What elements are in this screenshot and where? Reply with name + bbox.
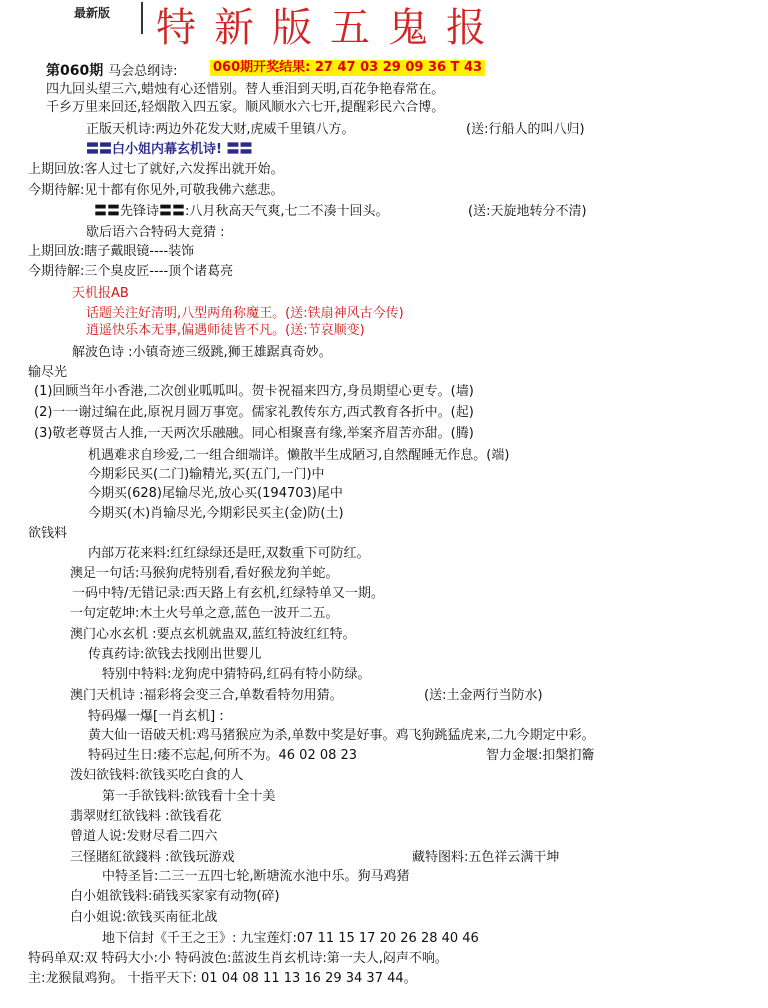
text-line: 藏特图料:五色祥云满干坤	[412, 850, 560, 865]
text-line: 澳门天机诗 :福彩将会变三合,单数看特勿用猜。	[70, 688, 343, 703]
header-divider	[141, 2, 143, 34]
text-line: 正版天机诗:两边外花发大财,虎威千里镇八方。	[86, 122, 355, 137]
text-line: (送:天旋地转分不清)	[468, 204, 587, 219]
text-line: 一码中特/无错记录:西天路上有玄机,红绿特单又一期。	[72, 586, 384, 601]
text-line: 内部万花来料:红红绿绿还是旺,双数重下可防红。	[88, 546, 370, 561]
issue-number	[46, 60, 178, 80]
text-line: 特码单双:双 特码大小:小 特码波色:蓝波生肖玄机诗:第一夫人,闷声不响。	[28, 951, 448, 966]
section-heading: 天机报AB	[72, 286, 129, 301]
text-line: 地下信封《千王之王》: 九宝莲灯:07 11 15 17 20 26 28 40 46	[102, 931, 479, 946]
text-line: 白小姐说:欲钱买南征北战	[70, 910, 218, 925]
text-line: 〓〓先锋诗〓〓:八月秋高天气爽,七二不凑十回头。	[94, 204, 389, 219]
page-title: 特新版五鬼报	[156, 5, 504, 51]
text-line: 逍遥快乐本无事,偏遇师徒皆不凡。(送:节哀顺变)	[86, 323, 365, 338]
text-line: (送:行船人的叫八归)	[466, 122, 585, 137]
text-line: 今期彩民买(二门)输精光,买(五门,一门)中	[88, 467, 325, 482]
text-line: 今期待解:三个臭皮匠----顶个诸葛亮	[28, 264, 234, 279]
text-line: 一句定乾坤:木土火号单之意,蓝色一波开二五。	[70, 606, 339, 621]
section-heading: 〓〓白小姐内幕玄机诗! 〓〓	[86, 142, 253, 157]
text-line: 泼妇欲钱料:欲钱买吃白食的人	[70, 768, 244, 783]
text-line: 传真药诗:欲钱去找刚出世婴儿	[88, 647, 262, 662]
text-line: 今期待解:见十都有你见外,可敬我佛六慈悲。	[28, 183, 284, 198]
text-line: 机遇难求自珍爱,二一组合细端详。懒散半生成陋习,自然醒睡无作息。(端)	[88, 448, 510, 463]
text-line: 曾道人说:发财尽看二四六	[70, 829, 218, 844]
text-line: 中特圣旨:二三一五四七轮,断塘流水池中乐。狗马鸡猪	[102, 869, 410, 884]
section-heading: 特码爆一爆[一肖玄机] :	[88, 709, 224, 724]
text-line: 今期买(木)肖输尽光,今期彩民买主(金)防(土)	[88, 506, 344, 521]
text-line: 话题关注好清明,八型两角称魔王。(送:铁扇神风古今传)	[86, 306, 404, 321]
text-line: (送:土金两行当防水)	[424, 688, 543, 703]
subtitle: 马会总纲诗:	[108, 64, 178, 79]
text-line: 澳足一句话:马猴狗虎特别看,看好猴龙狗羊蛇。	[70, 566, 339, 581]
text-line: 翡翠财红欲钱料 :欲钱看花	[70, 809, 222, 824]
text-line: 上期回放:客人过七了就好,六发挥出就开始。	[28, 162, 284, 177]
text-line: 主:龙猴鼠鸡狗。 十指平天下: 01 04 08 11 13 16 29 34 37 44。	[28, 971, 417, 986]
draw-result: 060期开奖结果: 27 47 03 29 09 36 T 43	[210, 60, 485, 76]
text-line: 四九回头望三六,蜡烛有心还惜别。替人垂泪到天明,百花争艳春常在。	[46, 82, 445, 97]
text-line: (2)一一谢过编在此,原祝月圆万事宽。儒家礼教传东方,西式教育各折中。(起)	[34, 405, 474, 420]
text-line: 三怪賭紅欲錢料 :欲钱玩游戏	[70, 850, 235, 865]
section-heading: 歇后语六合特码大竟猜 :	[86, 225, 225, 240]
text-line: 千乡万里来回还,轻烟散入四五家。顺风顺水六七开,提醒彩民六合博。	[46, 100, 445, 115]
section-heading: 欲钱料	[28, 526, 68, 541]
issue-label: 第060期	[46, 63, 104, 79]
text-line: 澳门心水玄机 :要点玄机就蛊双,蓝红特波红红特。	[70, 627, 356, 642]
text-line: (1)回顾当年小香港,二次创业呱呱叫。贺卡祝福来四方,身员期望心更专。(墙)	[34, 384, 474, 399]
text-line: 特别中特料:龙狗虎中猜特码,红码有特小防绿。	[102, 667, 371, 682]
edition-label: 最新版	[74, 6, 111, 20]
text-line: 黄大仙一语破天机:鸡马猪猴应为杀,单数中奖是好事。鸡飞狗跳猛虎来,二九今期定中彩。	[88, 728, 595, 743]
text-line: 上期回放:瞎子戴眼镜----装饰	[28, 244, 195, 259]
text-line: (3)敬老尊贤古人推,一天两次乐融融。同心相聚喜有缘,举案齐眉苦亦甜。(腾)	[34, 426, 474, 441]
text-line: 特码过生日:瘘不忘起,何所不为。46 02 08 23	[88, 748, 358, 763]
text-line: 第一手欲钱料:欲钱看十全十美	[102, 789, 276, 804]
text-line: 白小姐欲钱料:硝钱买家家有动物(碎)	[70, 889, 280, 904]
section-heading: 输尽光	[28, 365, 68, 380]
text-line: 解波色诗 :小镇奇迹三级跳,狮王雄踞真奇妙。	[72, 345, 332, 360]
text-line: 智力金堰:扣槃扪籥	[486, 748, 595, 763]
text-line: 今期买(628)尾输尽光,放心买(194703)尾中	[88, 486, 343, 501]
